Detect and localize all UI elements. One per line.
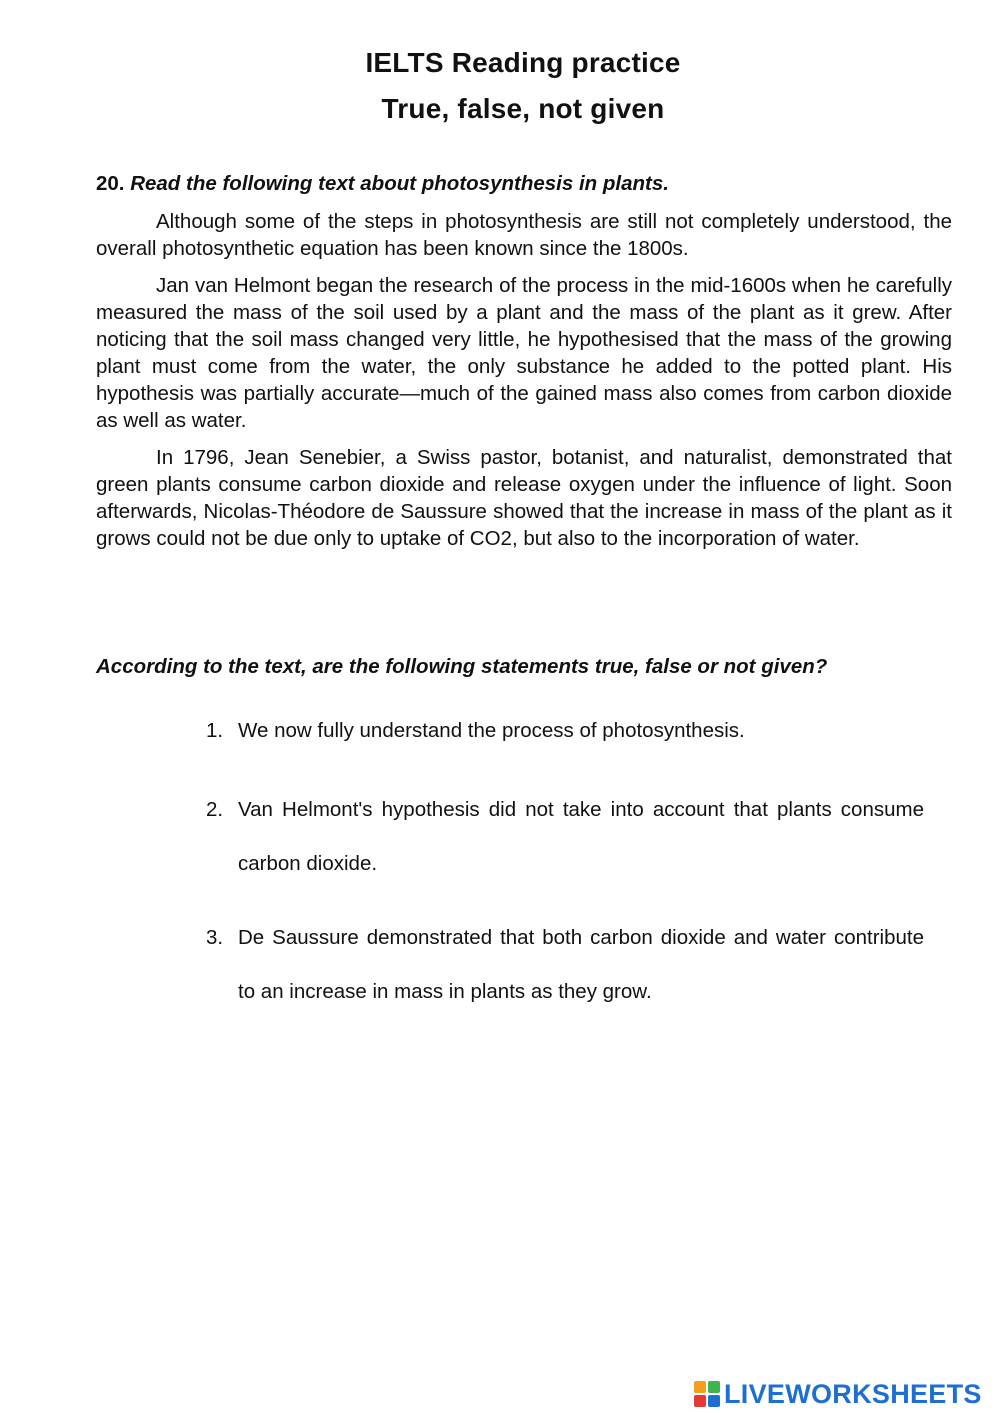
passage-paragraph-1: Although some of the steps in photosynthesis are still not completely understood, the overall photosynthetic equation has been known since the 1800s. [96,210,952,260]
exercise-number: 20. [96,172,125,195]
statement-list [206,717,924,1039]
passage-paragraph-3: In 1796, Jean Senebier, a Swiss pastor, botanist, and naturalist, demonstrated that green plants consume carbon dioxide and release oxygen under the influence of light. Soon afterwards, Nicolas-Théodore de Saussure showed that the increase in mass of the plant as it grows could not be due only to uptake of CO2, but also to the incorporation of water. [96,446,952,550]
logo-square-icon [694,1395,706,1407]
exercise-instruction [96,172,956,196]
statement-text: We now fully understand the process of photosynthesis. [238,719,745,742]
statement-number: 3. [206,926,224,949]
statement-number: 2. [206,798,224,821]
logo-text: LIVEWORKSHEETS [724,1378,982,1409]
logo-square-icon [708,1395,720,1407]
statement-text: Van Helmont's hypothesis did not take into account that plants consume carbon dioxide. [238,798,924,875]
statement-text: De Saussure demonstrated that both carbon dioxide and water contribute to an increase in mass in plants as they grow. [238,926,924,1003]
exercise-instruction-text: Read the following text about photosynthesis in plants. [130,172,669,195]
statement-item-2 [206,783,924,891]
page-subtitle: True, false, not given [381,93,665,124]
passage-paragraph-2: Jan van Helmont began the research of the process in the mid-1600s when he carefully measured the mass of the soil used by a plant and the mass of the plant as it grew. After noticing that the soil mass changed very little, he hypothesised that the mass of the growing plant must come from the water, the only substance he added to the potted plant. His hypothesis was partially accurate—much of the gained mass also comes from carbon dioxide as well as water. [96,274,952,432]
page-title: IELTS Reading practice [365,47,681,78]
liveworksheets-logo [694,1378,982,1410]
liveworksheets-logo-icon [694,1381,720,1407]
logo-square-icon [694,1381,706,1393]
statement-item-1 [206,717,924,745]
reading-passage [96,208,952,562]
logo-square-icon [708,1381,720,1393]
statement-number: 1. [206,719,224,742]
statement-item-3 [206,911,924,1019]
question-prompt: According to the text, are the following statements true, false or not given? [96,655,828,678]
